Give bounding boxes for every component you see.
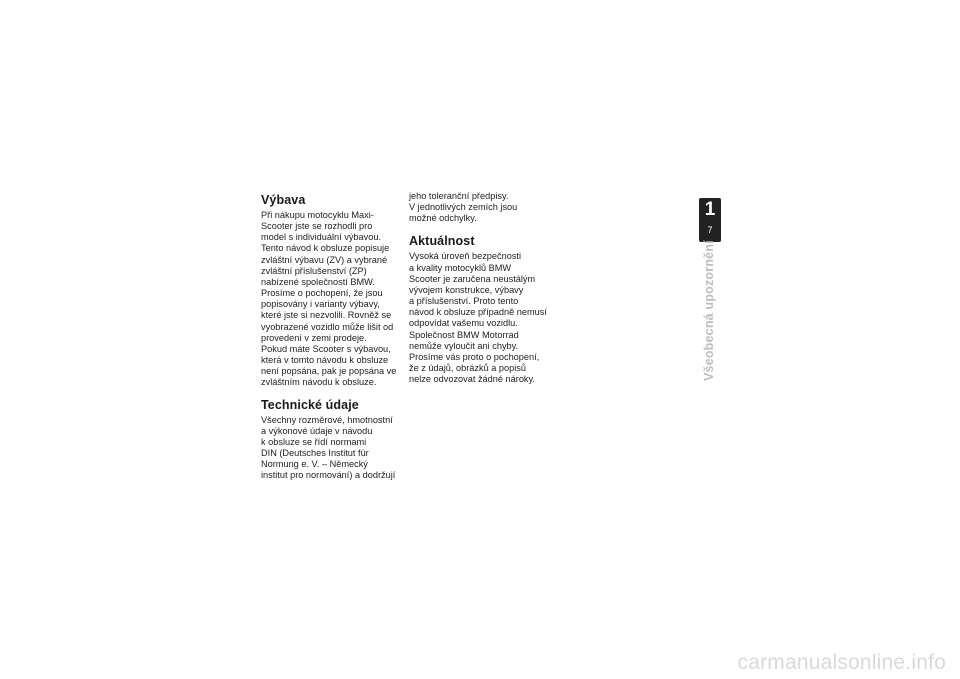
section-aktualnost bbox=[409, 234, 555, 385]
section-title-vybava: Výbava bbox=[261, 193, 306, 207]
watermark: carmanualsonline.info bbox=[737, 651, 946, 674]
section-continuation bbox=[409, 191, 555, 224]
section-title-aktualnost: Aktuálnost bbox=[409, 234, 475, 249]
section-body-continuation: jeho toleranční předpisy. V jednotlivých zemích jsou možné odchylky. bbox=[409, 191, 518, 224]
right-column bbox=[409, 191, 555, 385]
left-column bbox=[261, 193, 407, 481]
section-body-vybava: Při nákupu motocyklu Maxi- Scooter jste se rozhodli pro model s individuální výbavou. Tento návod k obsluze popisuje zvláštní výbavu (ZV) a vybrané zvláštní příslušenství (ZP) nabízené společností BMW. Prosíme o pochopení, že jsou popisovány i varianty výbavy, které jste si nezvolili. Rovněž se vyobrazené vozidlo může lišit od provedení v zemi prodeje. Pokud máte Scooter s výbavou, která v tomto návodu k obsluze není popsána, pak je popsána ve zvláštním návodu k obsluze. bbox=[261, 210, 397, 388]
chapter-number: 1 bbox=[704, 199, 716, 220]
chapter-title: Všeobecná upozornění bbox=[702, 240, 716, 381]
page-number: 7 bbox=[707, 225, 713, 235]
section-title-technicke-udaje: Technické údaje bbox=[261, 397, 359, 412]
section-technicke-udaje bbox=[261, 398, 407, 482]
chapter-tab bbox=[699, 198, 721, 242]
section-vybava bbox=[261, 193, 407, 389]
section-body-technicke-udaje: Všechny rozměrové, hmotnostní a výkonové údaje v návodu k obsluze se řídí normami DIN (Deutsches Institut für Normung e. V. – Německý institut pro normování) a dodržují bbox=[261, 414, 396, 481]
section-body-aktualnost: Vysoká úroveň bezpečnosti a kvality motocyklů BMW Scooter je zaručena neustálým vývojem konstrukce, výbavy a příslušenství. Proto tento návod k obsluze případně nemusí odpovídat vašemu vozidlu. Společnost BMW Motorrad nemůže vyloučit ani chyby. Prosíme vás proto o pochopení, že z údajů, obrázků a popisů nelze odvozovat žádné nároky. bbox=[409, 251, 547, 385]
